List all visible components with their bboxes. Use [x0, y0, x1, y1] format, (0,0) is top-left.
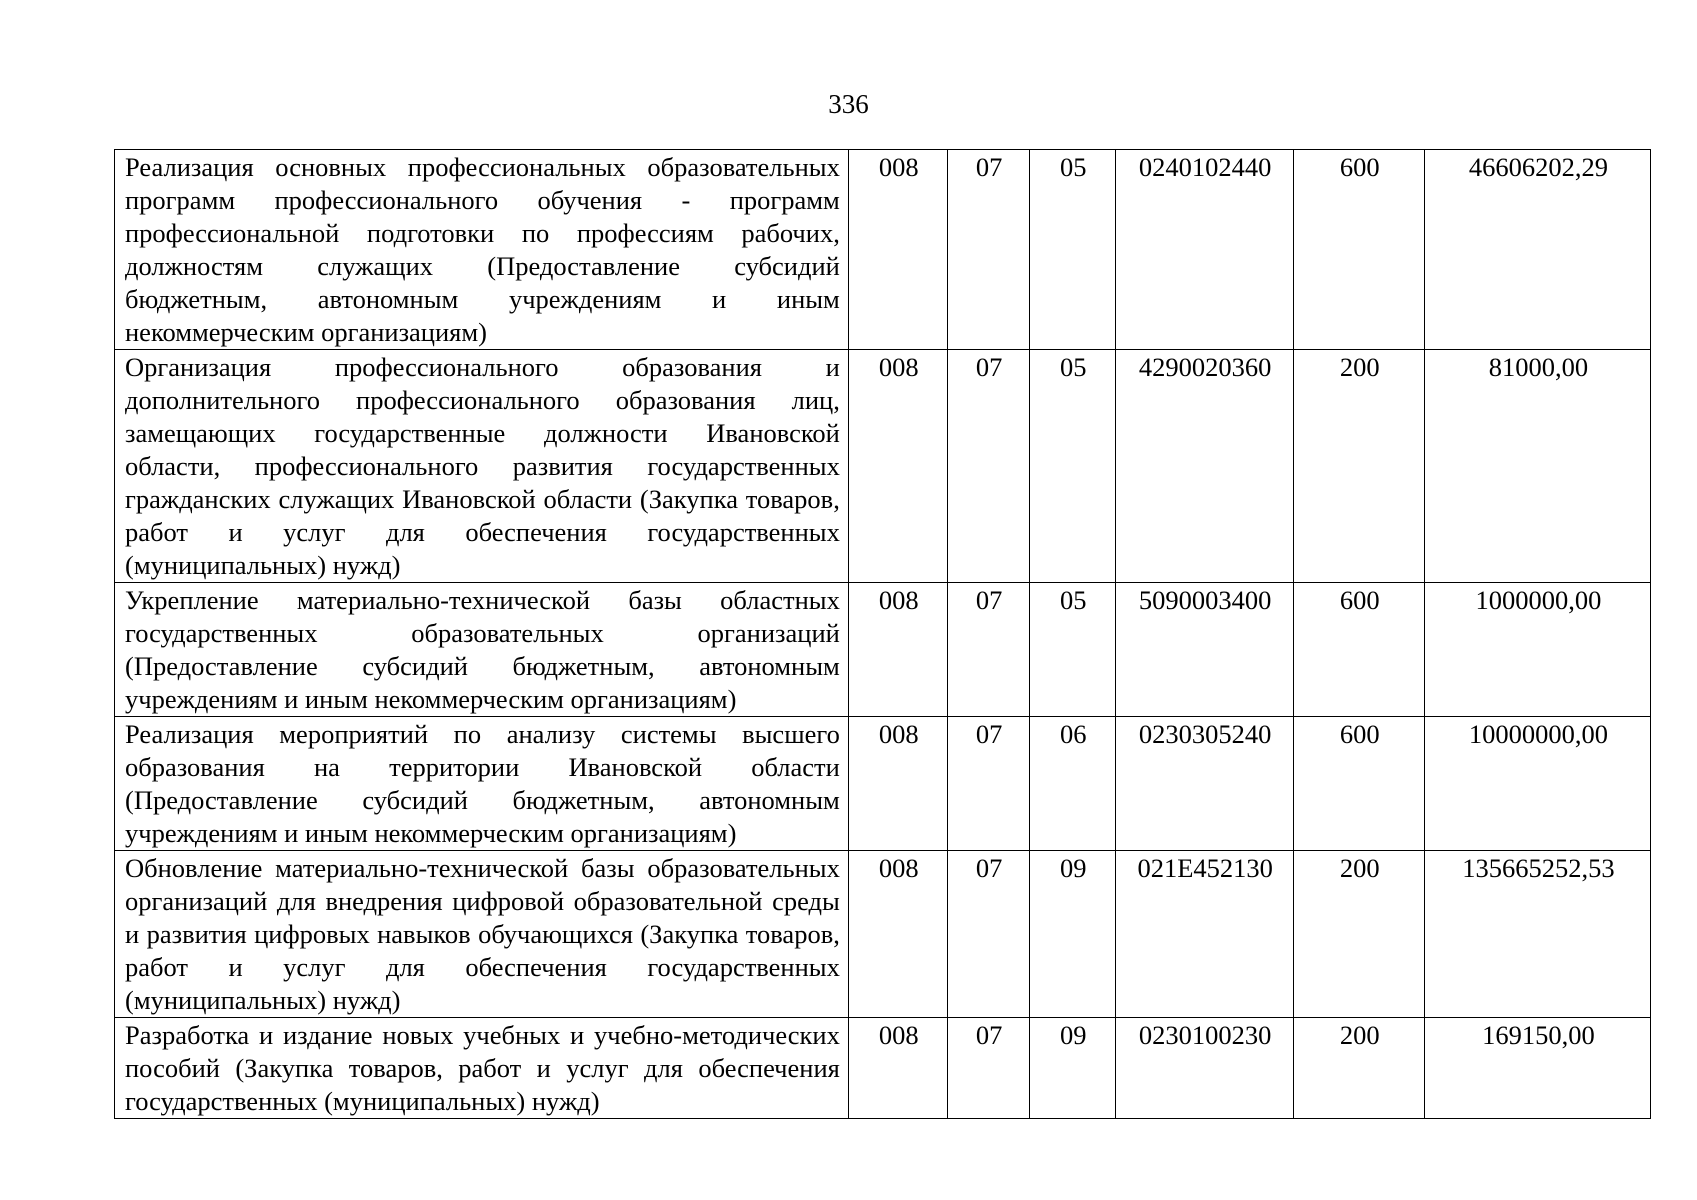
amount: 1000000,00 [1424, 583, 1650, 717]
section-code: 07 [947, 350, 1029, 583]
table-row [115, 150, 1651, 350]
budget-table [114, 149, 1651, 1119]
table-row [115, 851, 1651, 1018]
section-code: 07 [947, 717, 1029, 851]
ministry-code: 008 [848, 583, 947, 717]
row-description: Реализация мероприятий по анализу системы высшего образования на территории Ивановской области (Предоставление субсидий бюджетным, автономным учреждениям и иным некоммерческим организациям) [115, 717, 849, 851]
row-description: Реализация основных профессиональных образовательных программ профессионального обучения - программ профессиональной подготовки по профессиям рабочих, должностям служащих (Предоставление субсидий бюджетным, автономным учреждениям и иным некоммерческим организациям) [115, 150, 849, 350]
subsection-code: 05 [1029, 583, 1115, 717]
page-number: 336 [828, 89, 869, 119]
subsection-code: 09 [1029, 851, 1115, 1018]
table-row [115, 717, 1651, 851]
expense-type-code: 200 [1293, 851, 1424, 1018]
amount: 135665252,53 [1424, 851, 1650, 1018]
section-code: 07 [947, 583, 1029, 717]
amount: 46606202,29 [1424, 150, 1650, 350]
row-description: Организация профессионального образования и дополнительного профессионального образования лиц, замещающих государственные должности Ивановской области, профессионального развития государственных гражданских служащих Ивановской области (Закупка товаров, работ и услуг для обеспечения государственных (муниципальных) нужд) [115, 350, 849, 583]
target-article-code: 021E452130 [1115, 851, 1293, 1018]
table-row [115, 350, 1651, 583]
target-article-code: 5090003400 [1115, 583, 1293, 717]
subsection-code: 09 [1029, 1018, 1115, 1119]
ministry-code: 008 [848, 717, 947, 851]
amount: 169150,00 [1424, 1018, 1650, 1119]
target-article-code: 0230305240 [1115, 717, 1293, 851]
ministry-code: 008 [848, 350, 947, 583]
row-description: Укрепление материально-технической базы областных государственных образовательных организаций (Предоставление субсидий бюджетным, автономным учреждениям и иным некоммерческим организациям) [115, 583, 849, 717]
ministry-code: 008 [848, 1018, 947, 1119]
section-code: 07 [947, 150, 1029, 350]
amount: 10000000,00 [1424, 717, 1650, 851]
subsection-code: 05 [1029, 150, 1115, 350]
expense-type-code: 200 [1293, 350, 1424, 583]
target-article-code: 0230100230 [1115, 1018, 1293, 1119]
expense-type-code: 600 [1293, 150, 1424, 350]
section-code: 07 [947, 1018, 1029, 1119]
expense-type-code: 600 [1293, 717, 1424, 851]
table-row [115, 1018, 1651, 1119]
row-description: Разработка и издание новых учебных и учебно-методических пособий (Закупка товаров, работ и услуг для обеспечения государственных (муниципальных) нужд) [115, 1018, 849, 1119]
ministry-code: 008 [848, 150, 947, 350]
amount: 81000,00 [1424, 350, 1650, 583]
target-article-code: 4290020360 [1115, 350, 1293, 583]
target-article-code: 0240102440 [1115, 150, 1293, 350]
section-code: 07 [947, 851, 1029, 1018]
subsection-code: 05 [1029, 350, 1115, 583]
table-row [115, 583, 1651, 717]
expense-type-code: 600 [1293, 583, 1424, 717]
expense-type-code: 200 [1293, 1018, 1424, 1119]
ministry-code: 008 [848, 851, 947, 1018]
subsection-code: 06 [1029, 717, 1115, 851]
row-description: Обновление материально-технической базы образовательных организаций для внедрения цифровой образовательной среды и развития цифровых навыков обучающихся (Закупка товаров, работ и услуг для обеспечения государственных (муниципальных) нужд) [115, 851, 849, 1018]
